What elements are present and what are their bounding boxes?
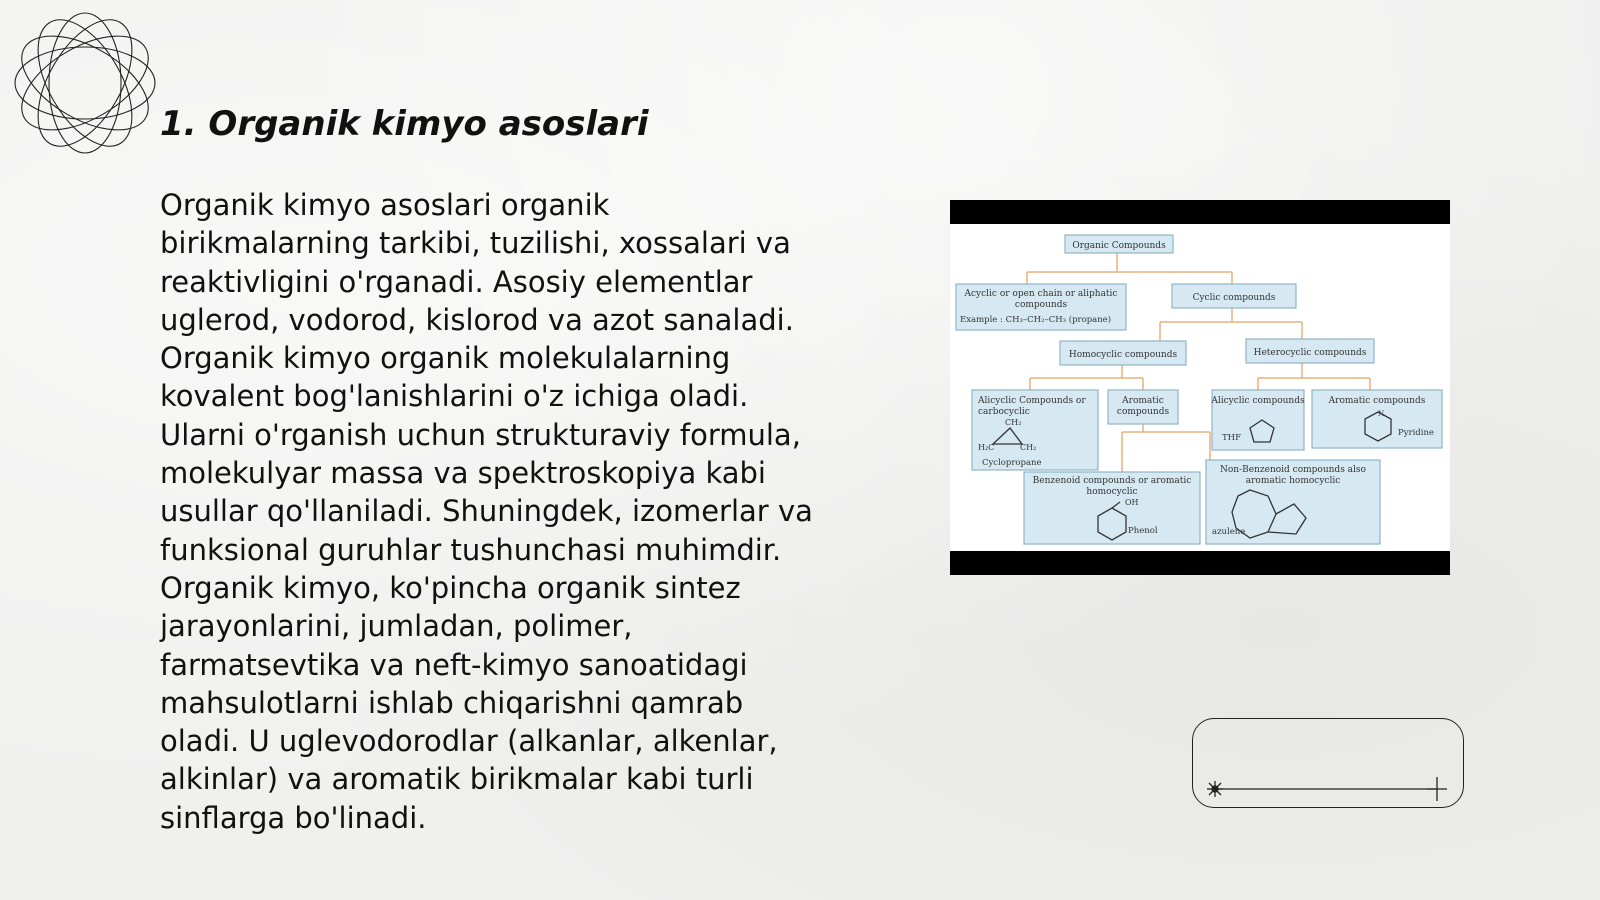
label-phenol: Phenol	[1128, 526, 1158, 536]
body-line: Organik kimyo asoslari organik	[160, 188, 610, 222]
body-line: jarayonlarini, jumladan, polimer,	[160, 609, 633, 644]
label-cyclopropane: Cyclopropane	[982, 458, 1042, 468]
box-homocyclic: Homocyclic compounds	[1068, 350, 1178, 360]
body-line: birikmalarning tarkibi, tuzilishi, xossalari va	[160, 226, 791, 261]
box-nonbenzenoid-line1: Non-Benzenoid compounds also	[1220, 465, 1366, 475]
label-oh: OH	[1125, 498, 1139, 507]
box-cyclic: Cyclic compounds	[1192, 293, 1276, 303]
box-aromatic-line2: compounds	[1116, 407, 1170, 417]
body-line: sinflarga bo'linadi.	[160, 800, 427, 835]
label-ch2-top: CH₂	[1005, 418, 1022, 427]
box-nonbenzenoid-line2: aromatic homocyclic	[1245, 476, 1341, 486]
body-line: Organik kimyo, ko'pincha organik sintez	[160, 570, 741, 605]
body-line: oladi. U uglevodorodlar (alkanlar, alkenlar,	[160, 724, 778, 759]
body-line: mahsulotlarni ishlab chiqarishni qamrab	[160, 685, 744, 720]
box-acyclic-line2: compounds	[1014, 300, 1068, 310]
body-line: alkinlar) va aromatik birikmalar kabi turli	[160, 762, 754, 797]
box-alicyclic: Alicyclic compounds	[1211, 396, 1305, 406]
body-line: reaktivligini o'rganadi. Asosiy elementlar	[160, 264, 753, 299]
label-pyridine: Pyridine	[1398, 428, 1434, 438]
body-line: funksional guruhlar tushunchasi muhimdir.	[160, 532, 782, 567]
slide-title: 1. Organik kimyo asoslari	[160, 104, 649, 144]
label-azulene: azulene	[1212, 527, 1246, 537]
box-aromatic-compounds: Aromatic compounds	[1328, 396, 1426, 406]
body-line: kovalent bog'lanishlarini o'z ichiga oladi.	[160, 379, 749, 414]
label-ch2-right: CH₂	[1020, 443, 1037, 452]
concentric-circles-decoration	[10, 8, 160, 158]
decorative-rounded-frame	[1192, 718, 1464, 808]
box-organic-compounds: Organic Compounds	[1072, 241, 1166, 251]
box-aromatic-line1: Aromatic	[1122, 396, 1164, 406]
body-line: molekulyar massa va spektroskopiya kabi	[160, 456, 766, 491]
box-acyclic-example: Example : CH₃–CH₂–CH₃ (propane)	[960, 315, 1112, 325]
box-alicyclic-carbo-line2: carbocyclic	[978, 407, 1030, 417]
box-acyclic-line1: Acyclic or open chain or aliphatic	[964, 289, 1118, 299]
label-thf: THF	[1222, 433, 1241, 443]
box-alicyclic-carbo-line1: Alicyclic Compounds or	[978, 396, 1086, 406]
organic-compounds-classification-figure	[950, 200, 1450, 575]
sparkle-icon	[1207, 781, 1223, 797]
body-line: Ularni o'rganish uchun strukturaviy formula,	[160, 417, 801, 452]
body-line: uglerod, vodorod, kislorod va azot sanaladi.	[160, 302, 794, 337]
label-h2c: H₂C	[978, 443, 995, 452]
slide-body-text	[160, 186, 850, 837]
box-benzenoid-line1: Benzenoid compounds or aromatic	[1032, 476, 1192, 486]
body-line: Organik kimyo organik molekulalarning	[160, 341, 731, 376]
body-line: usullar qo'llaniladi. Shuningdek, izomerlar va	[160, 494, 813, 529]
label-n: N	[1378, 410, 1385, 418]
classification-diagram	[950, 200, 1450, 575]
box-benzenoid-line2: homocyclic	[1086, 487, 1138, 497]
box-heterocyclic: Heterocyclic compounds	[1253, 348, 1367, 358]
star-cross-icon	[1427, 777, 1447, 801]
body-line: farmatsevtika va neft-kimyo sanoatidagi	[160, 647, 748, 682]
